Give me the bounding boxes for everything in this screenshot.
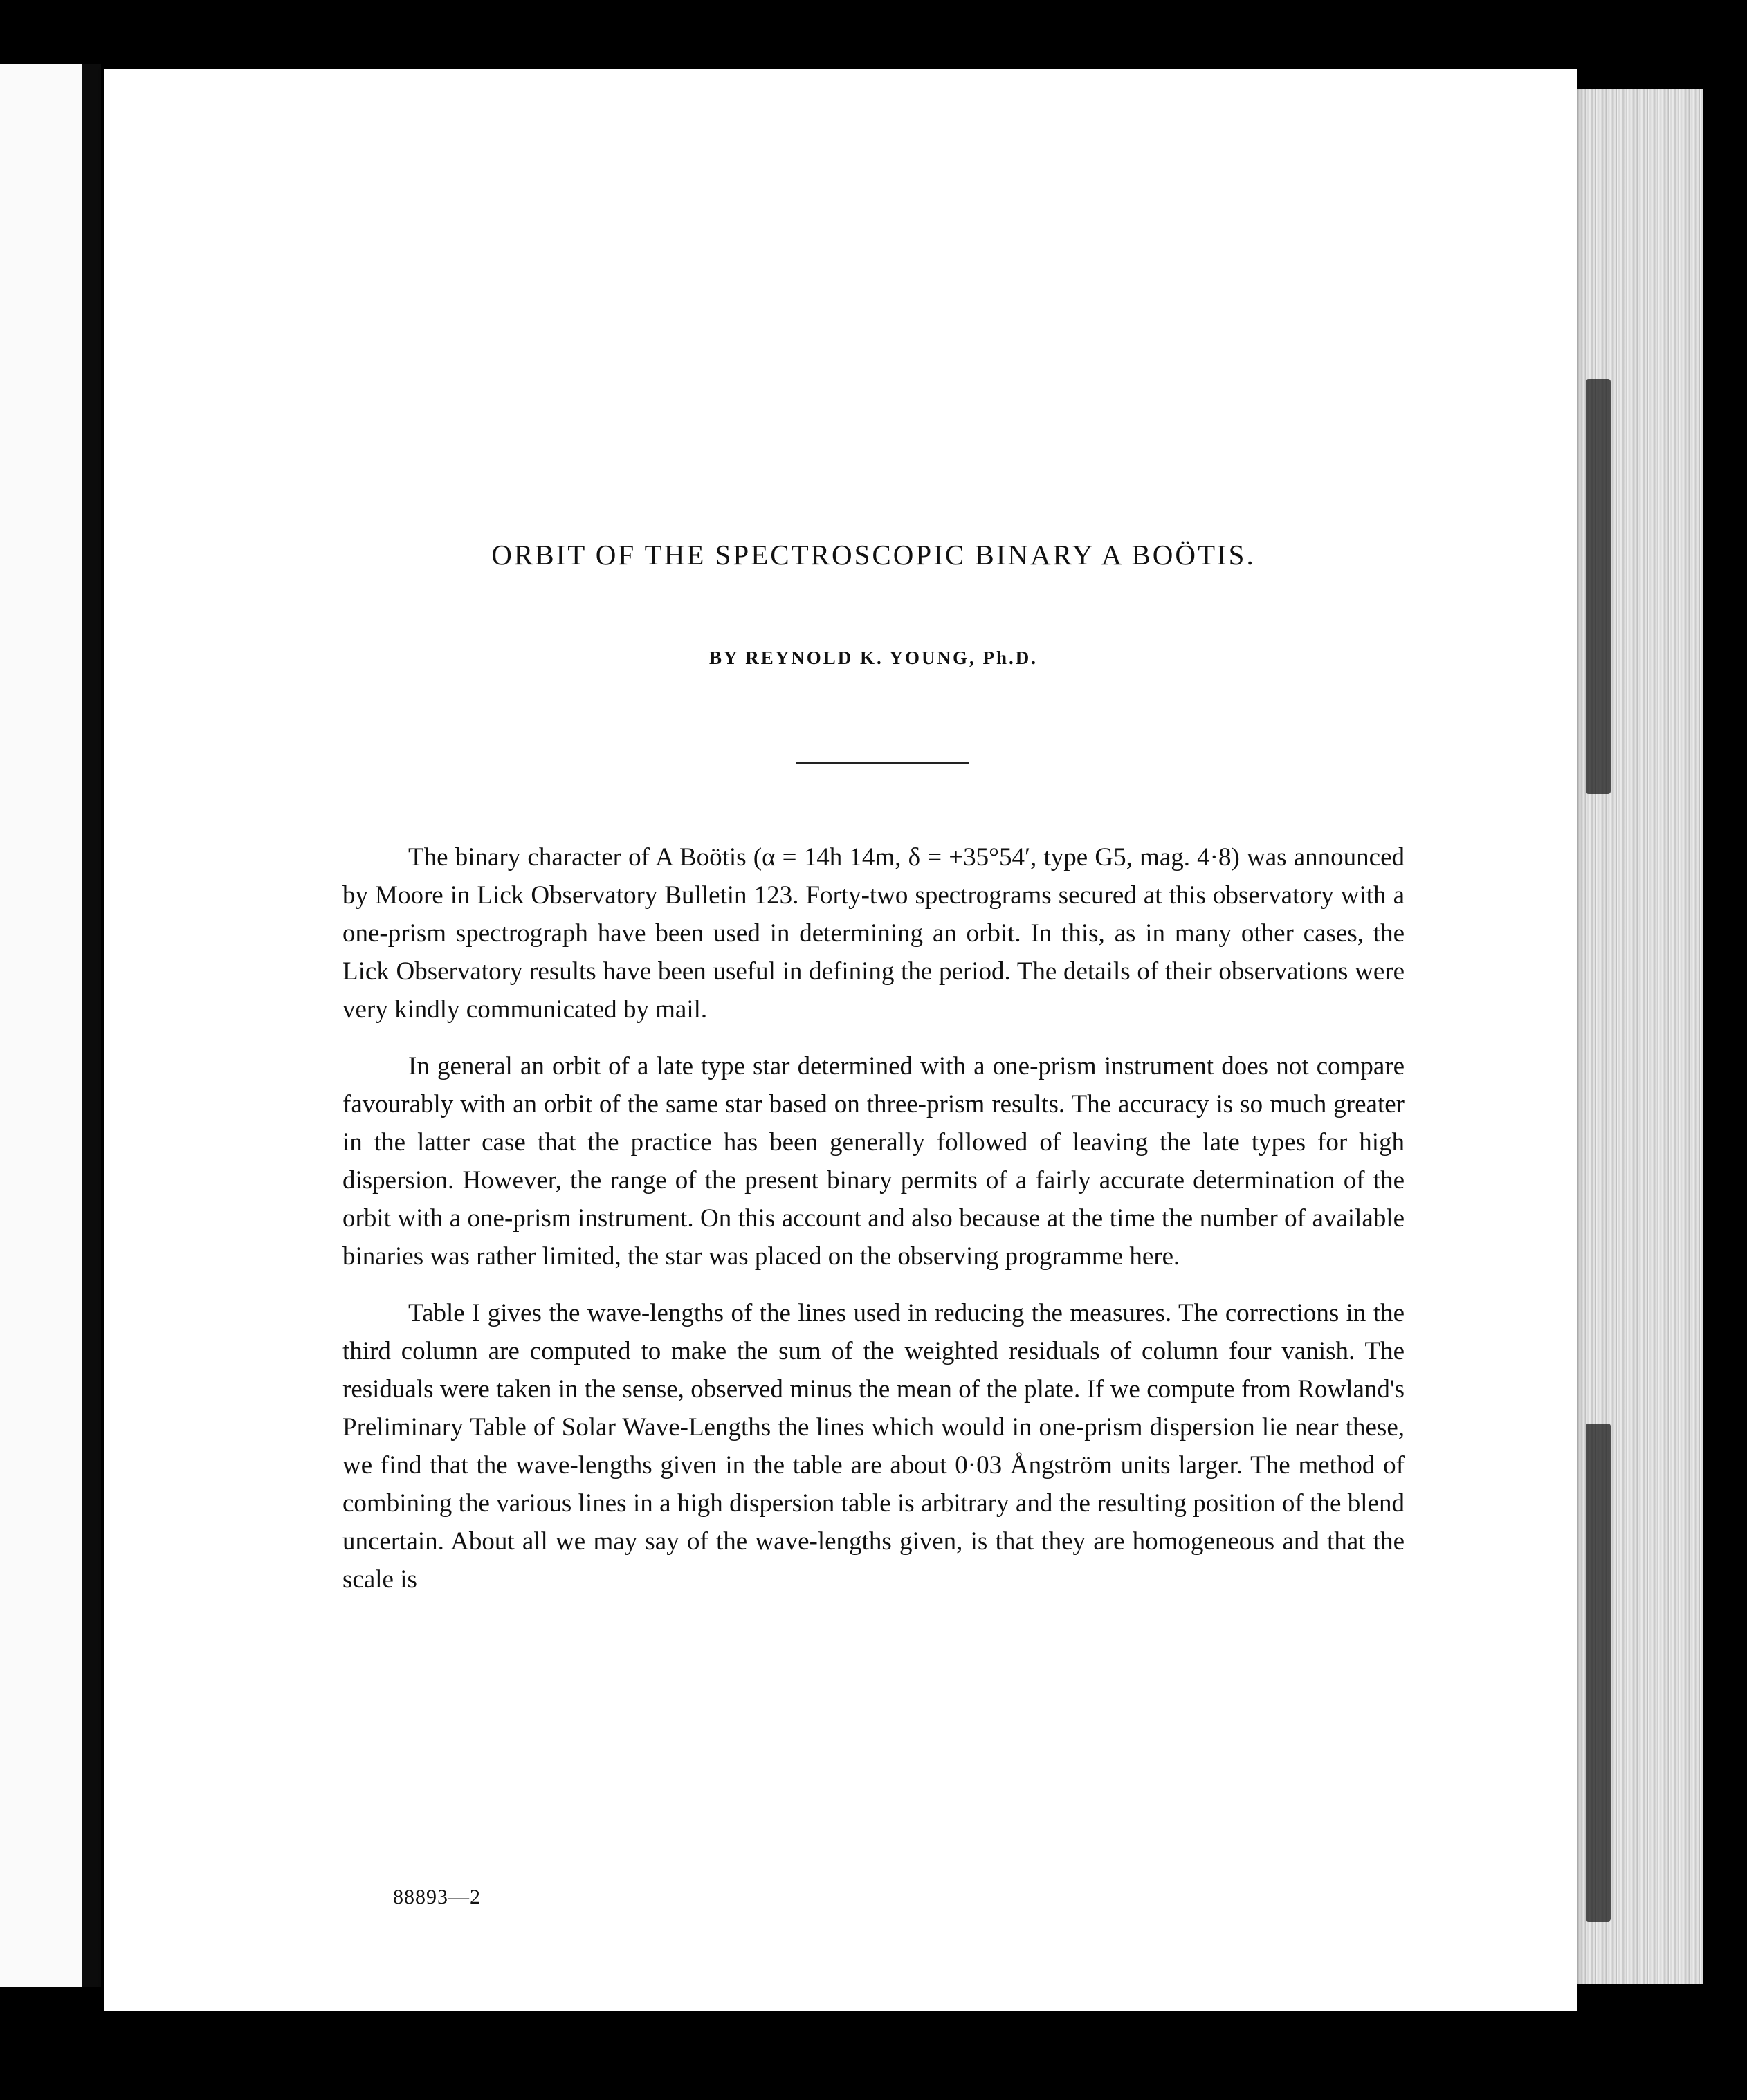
paragraph-1: The binary character of A Boötis (α = 14h 14m, δ = +35°54′, type G5, mag. 4·8) was announced by Moore in Lick Observatory Bulletin 123. Forty-two spectrograms secured at this observatory with a one-prism spectrograph have been used in determining an orbit. In this, as in many other cases, the Lick Observatory results have been useful in defining the period. The details of their observations were very kindly communicated by mail. xyxy=(342,843,1405,1024)
book-spine-gutter xyxy=(82,64,101,1987)
printer-signature-mark: 88893—2 xyxy=(393,1886,481,1908)
article-byline: BY REYNOLD K. YOUNG, Ph.D. xyxy=(708,647,1039,668)
left-page-edge xyxy=(0,64,82,1987)
article-body xyxy=(342,838,1405,1617)
library-stamp-mark-lower xyxy=(1586,1424,1611,1922)
library-stamp-mark-upper xyxy=(1586,379,1611,794)
book-page-edges xyxy=(1565,89,1703,1984)
title-divider-rule xyxy=(796,762,969,764)
paragraph-3: Table I gives the wave-lengths of the lines used in reducing the measures. The corrections in the third column are computed to make the sum of the weighted residuals of column four vanish. The residuals were taken in the sense, observed minus the mean of the plate. If we compute from Rowland's Preliminary Table of Solar Wave-Lengths the lines which would in one-prism dispersion lie near these, we find that the wave-lengths given in the table are about 0·03 Ångström units larger. The method of combining the various lines in a high dispersion table is arbitrary and the resulting position of the blend uncertain. About all we may say of the wave-lengths given, is that they are homogeneous and that the scale is xyxy=(342,1299,1405,1594)
document-page xyxy=(104,69,1577,2011)
paragraph-2: In general an orbit of a late type star determined with a one-prism instrument does not compare favourably with an orbit of the same star based on three-prism results. The accuracy is so much greater in the latter case that the practice has been generally followed of leaving the late types for high dispersion. However, the range of the present binary permits of a fairly accurate determination of the orbit with a one-prism instrument. On this account and also because at the time the number of available binaries was rather limited, the star was placed on the observing programme here. xyxy=(342,1052,1405,1271)
article-title: ORBIT OF THE SPECTROSCOPIC BINARY A BOÖTIS. xyxy=(491,539,1256,571)
